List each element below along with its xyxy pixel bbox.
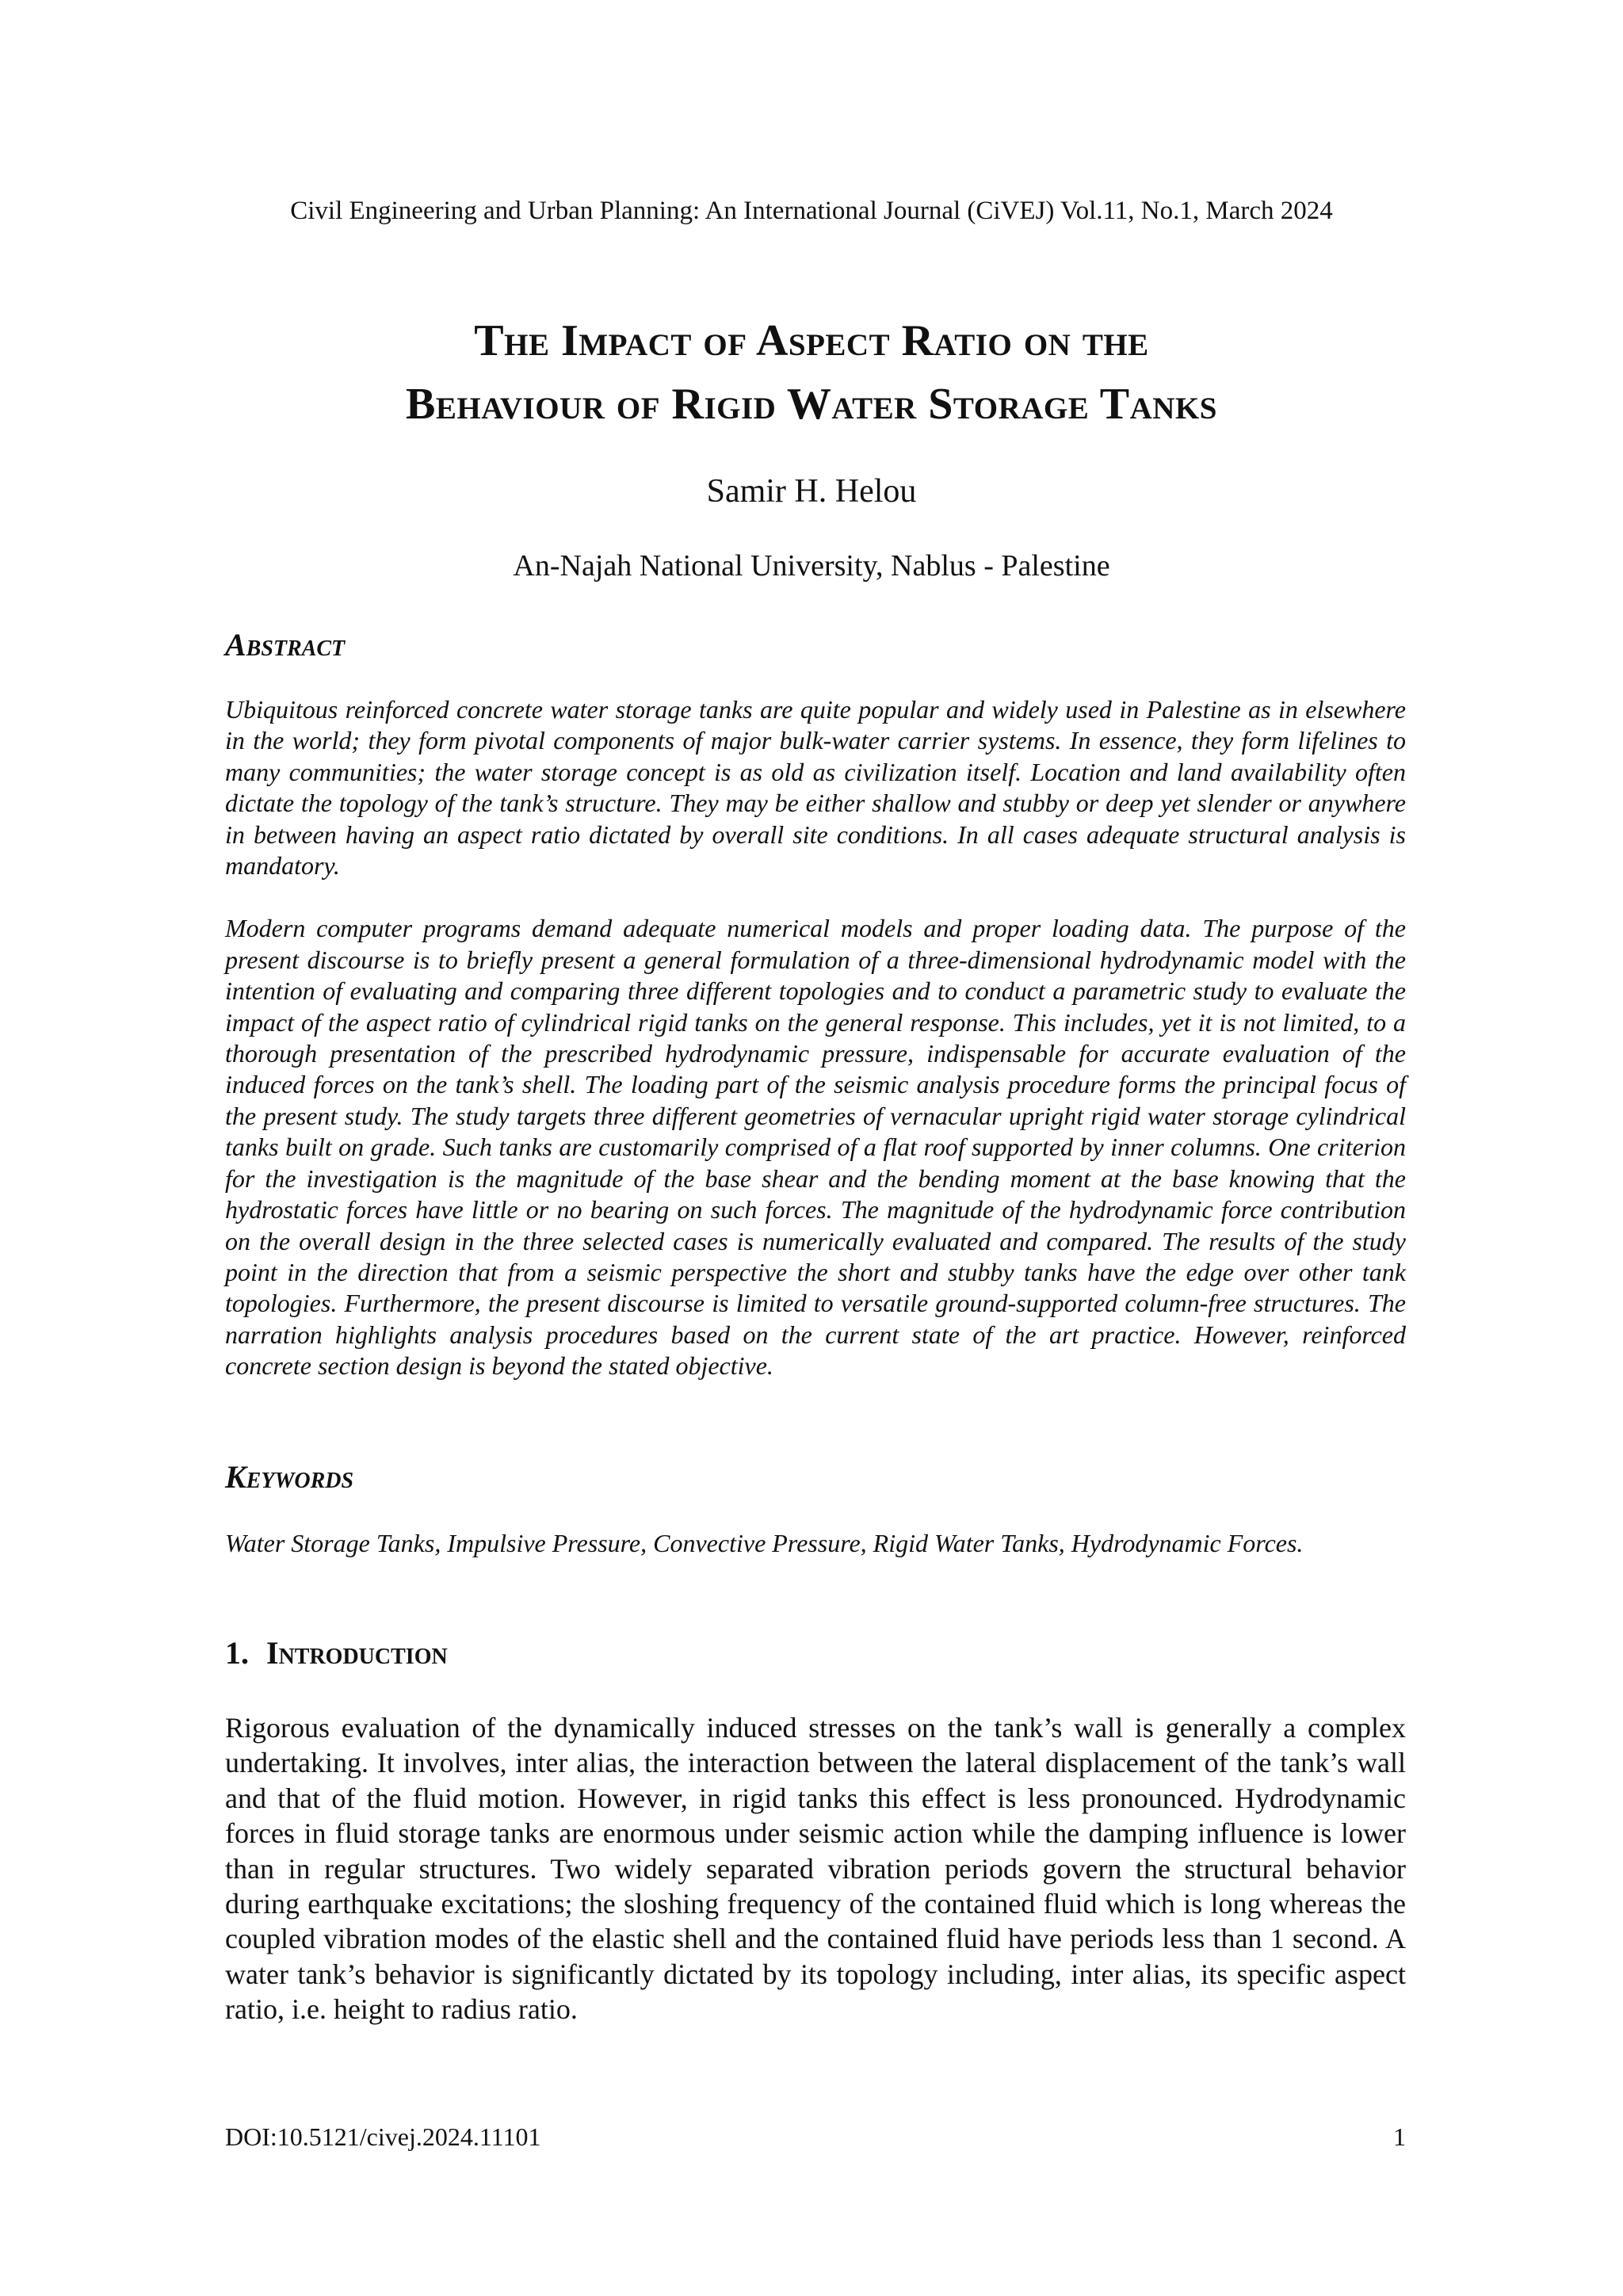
keywords-body (225, 1528, 1406, 1559)
keywords-text: Water Storage Tanks, Impulsive Pressure, Convective Pressure, Rigid Water Tanks, Hydrodynamic Forces. (225, 1529, 1304, 1557)
author-name: Samir H. Helou (706, 473, 917, 510)
abstract-heading: Abstract (225, 627, 346, 663)
doi-text: DOI:10.5121/civej.2024.11101 (225, 2122, 541, 2151)
section-number: 1. (225, 1635, 249, 1671)
running-header: Civil Engineering and Urban Planning: An International Journal (CiVEJ) Vol.11, No.1, March 2024 (290, 197, 1333, 225)
introduction-heading (225, 1634, 1406, 1672)
introduction-paragraph: Rigorous evaluation of the dynamically induced stresses on the tank’s wall is generally a complex undertaking. It involves, inter alias, the interaction between the lateral displacement of the tank’s wall and that of the fluid motion. However, in rigid tanks this effect is less pronounced. Hydrodynamic forces in fluid storage tanks are enormous under seismic action while the damping influence is lower than in regular structures. Two widely separated vibration periods govern the structural behavior during earthquake excitations; the sloshing frequency of the contained fluid which is long whereas the coupled vibration modes of the elastic shell and the contained fluid have periods less than 1 second. A water tank’s behavior is significantly dictated by its topology including, inter alias, its specific aspect ratio, i.e. height to radius ratio. (225, 1712, 1406, 2026)
section-title: Introduction (266, 1635, 448, 1671)
abstract-body (225, 694, 1406, 1382)
abstract-paragraph: Ubiquitous reinforced concrete water storage tanks are quite popular and widely used in Palestine as in elsewhere in the world; they form pivotal components of major bulk-water carrier systems. In essence, they form lifelines to many communities; the water storage concept is as old as civilization itself. Location and land availability often dictate the topology of the tank’s structure. They may be either shallow and stubby or deep yet slender or anywhere in between having an aspect ratio dictated by overall site conditions. In all cases adequate structural analysis is mandatory. (225, 695, 1406, 881)
author-affiliation: An-Najah National University, Nablus - Palestine (513, 549, 1110, 583)
abstract-paragraph: Modern computer programs demand adequate numerical models and proper loading data. The purpose of the present discourse is to briefly present a general formulation of a three-dimensional hydrodynamic model with the intention of evaluating and comparing three different topologies and to conduct a parametric study to evaluate the impact of the aspect ratio of cylindrical rigid tanks on the general response. This includes, yet it is not limited, to a thorough presentation of the prescribed hydrodynamic pressure, indispensable for accurate evaluation of the induced forces on the tank’s shell. The loading part of the seismic analysis procedure forms the principal focus of the present study. The study targets three different geometries of vernacular upright rigid water storage cylindrical tanks built on grade. Such tanks are customarily comprised of a flat roof supported by inner columns. One criterion for the investigation is the magnitude of the base shear and the bending moment at the base knowing that the hydrostatic forces have little or no bearing on such forces. The magnitude of the hydrodynamic force contribution on the overall design in the three selected cases is numerically evaluated and compared. The results of the study point in the direction that from a seismic perspective the short and stubby tanks have the edge over other tank topologies. Furthermore, the present discourse is limited to versatile ground-supported column-free structures. The narration highlights analysis procedures based on the current state of the art practice. However, reinforced concrete section design is beyond the stated objective. (225, 914, 1406, 1381)
title-line-1: The Impact of Aspect Ratio on the (474, 316, 1149, 365)
keywords-heading: Keywords (225, 1459, 354, 1495)
title-line-2: Behaviour of Rigid Water Storage Tanks (406, 380, 1217, 429)
page-footer (225, 2121, 1406, 2153)
keywords-section-heading (225, 1458, 1406, 1496)
paper-title (0, 309, 1623, 436)
page-number: 1 (1393, 2122, 1406, 2151)
abstract-section-heading (225, 626, 1406, 664)
introduction-section-heading (225, 1634, 1406, 1672)
introduction-body (225, 1710, 1406, 2027)
